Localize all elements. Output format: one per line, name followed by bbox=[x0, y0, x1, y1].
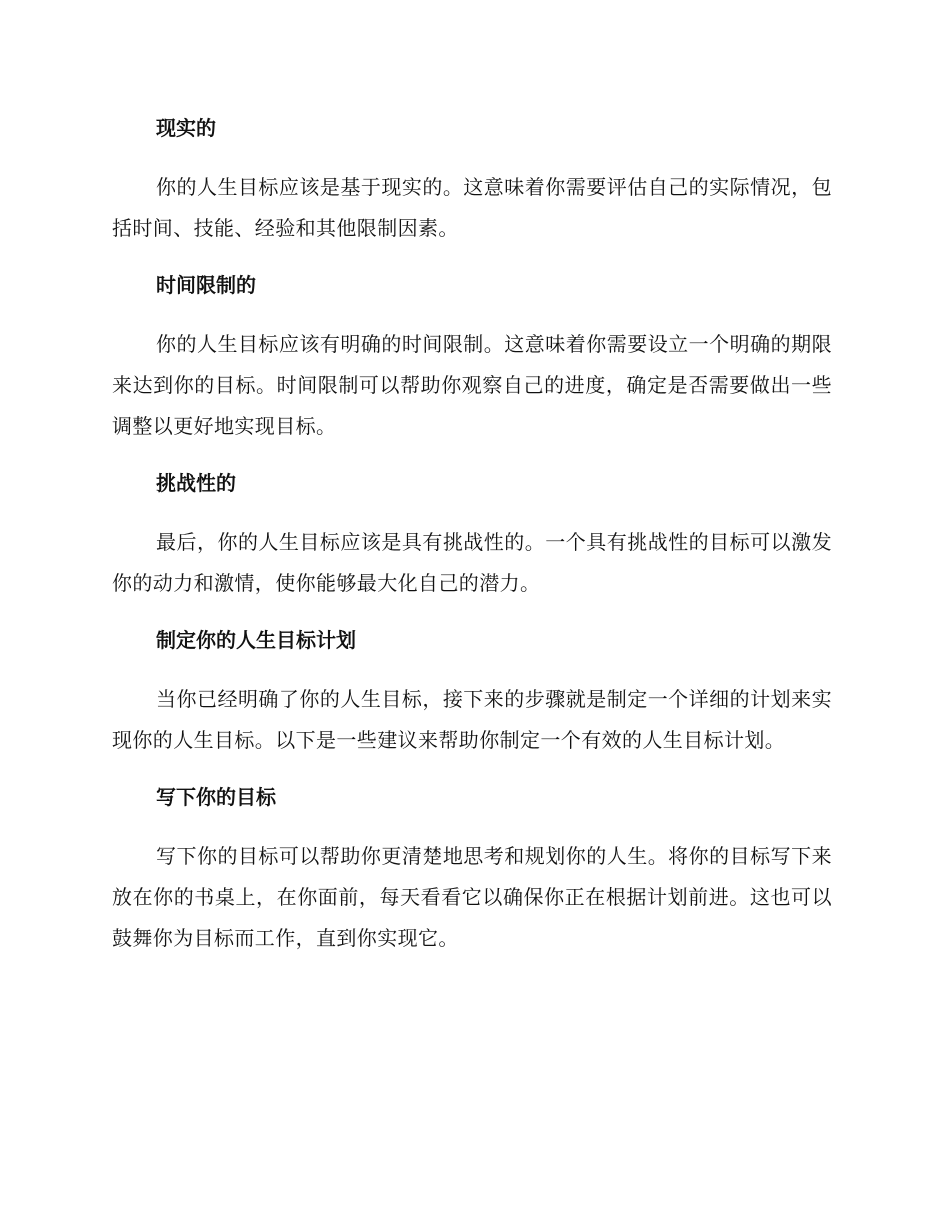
section-heading: 现实的 bbox=[156, 116, 216, 140]
section-paragraph: 你的人生目标应该是基于现实的。这意味着你需要评估自己的实际情况，包括时间、技能、经验和其他限制因素。 bbox=[112, 175, 832, 240]
document-body bbox=[112, 112, 832, 959]
section-challenging bbox=[112, 467, 832, 604]
section-paragraph: 最后，你的人生目标应该是具有挑战性的。一个具有挑战性的目标可以激发你的动力和激情，使你能够最大化自己的潜力。 bbox=[112, 530, 832, 595]
section-realistic bbox=[112, 112, 832, 249]
section-make-plan bbox=[112, 624, 832, 761]
section-heading: 时间限制的 bbox=[156, 273, 256, 297]
section-write-goals bbox=[112, 781, 832, 959]
section-paragraph: 你的人生目标应该有明确的时间限制。这意味着你需要设立一个明确的期限来达到你的目标。时间限制可以帮助你观察自己的进度，确定是否需要做出一些调整以更好地实现目标。 bbox=[112, 332, 832, 438]
section-paragraph: 写下你的目标可以帮助你更清楚地思考和规划你的人生。将你的目标写下来放在你的书桌上，在你面前，每天看看它以确保你正在根据计划前进。这也可以鼓舞你为目标而工作，直到你实现它。 bbox=[112, 844, 832, 950]
section-paragraph: 当你已经明确了你的人生目标，接下来的步骤就是制定一个详细的计划来实现你的人生目标。以下是一些建议来帮助你制定一个有效的人生目标计划。 bbox=[112, 687, 832, 752]
section-time-bound bbox=[112, 269, 832, 447]
section-heading: 挑战性的 bbox=[156, 471, 236, 495]
section-heading: 写下你的目标 bbox=[156, 785, 276, 809]
section-heading: 制定你的人生目标计划 bbox=[156, 628, 356, 652]
